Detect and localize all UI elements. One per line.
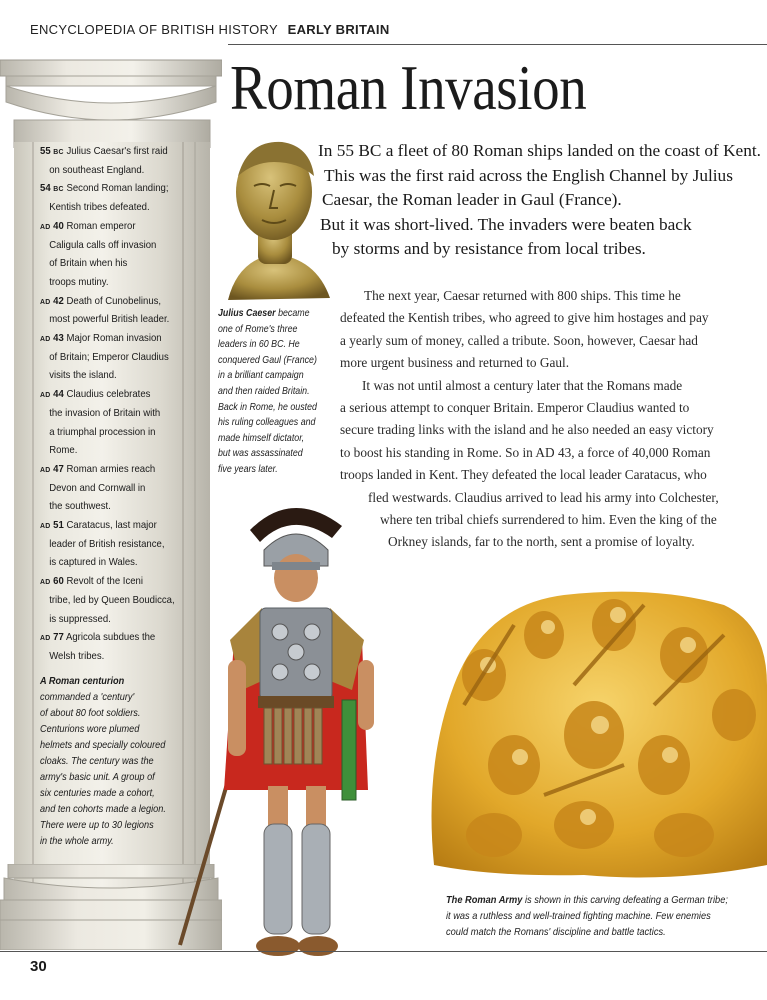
roman-army-carving-image	[424, 565, 767, 883]
section-title: EARLY BRITAIN	[287, 22, 390, 37]
intro-paragraph: In 55 BC a fleet of 80 Roman ships landed on the coast of Kent. This was the first raid across the English Channel by Julius Caesar, the Roman leader in Gaul (France). But it was short-lived. The invaders were beaten back by storms and by resistance from local tribes.	[318, 141, 761, 258]
column-capital	[0, 58, 222, 148]
header-rule	[228, 44, 767, 45]
timeline-entry: AD 47 Roman armies reach Devon and Cornwall in the southwest.	[40, 463, 156, 513]
body-text: The next year, Caesar returned with 800 ships. This time he defeated the Kentish tribes, who agreed to give him hostages and pay a yearly sum of money, called a tribute. Soon, however, Caesar had more urgent business and returned to Gaul. It was not until almost a century later that the Romans made a serious attempt to conquer Britain. Emperor Claudius wanted to secure trading links with the island and he also needed an easy victory to boost his standing in Rome. So in AD 43, a force of 40,000 Roman troops landed in Kent. They defeated the local leader Caratacus, who fled westwards. Claudius arrived to lead his army into Colchester, where ten tribal chiefs surrendered to him. Even the king of the Orkney islands, far to the north, sent a promise of loyalty.	[340, 288, 719, 550]
book-title: ENCYCLOPEDIA OF BRITISH HISTORY	[30, 22, 278, 37]
page-title: Roman Invasion	[230, 52, 587, 123]
timeline-entry: AD 60 Revolt of the Iceni tribe, led by Queen Boudicca, is suppressed.	[40, 576, 175, 625]
page-number: 30	[30, 958, 47, 975]
centurion-caption: A Roman centurion commanded a 'century' of about 80 foot soldiers. Centurions wore plumed helmets and specially coloured cloaks. The century was the army's basic unit. A group of six centuries made a cohort, and ten cohorts made a legion. There were up to 30 legions in the whole army.	[40, 676, 166, 847]
timeline	[40, 143, 178, 667]
running-header	[30, 22, 390, 37]
timeline-entry: 55 BC Julius Caesar's first raid on southeast England.	[40, 146, 168, 176]
timeline-entry: AD 40 Roman emperor Caligula calls off invasion of Britain when his troops mutiny.	[40, 220, 157, 288]
timeline-entry: AD 44 Claudius celebrates the invasion of Britain with a triumphal procession in Rome.	[40, 389, 161, 457]
timeline-entry: AD 51 Caratacus, last major leader of British resistance, is captured in Wales.	[40, 520, 165, 569]
footer-rule	[0, 951, 767, 952]
caesar-bust-image	[218, 132, 333, 300]
caesar-caption: Julius Caeser became one of Rome's three leaders in 60 BC. He conquered Gaul (France) in a brilliant campaign and then raided Britain. Back in Rome, he ousted his ruling colleagues and made himself dictator, but was assassinated five years later.	[218, 308, 317, 475]
timeline-entry: AD 77 Agricola subdues the Welsh tribes.	[40, 632, 156, 662]
roman-centurion-illustration	[172, 490, 412, 970]
roman-army-caption: The Roman Army is shown in this carving defeating a German tribe; it was a ruthless and well-trained fighting machine. Few enemies could match the Romans' discipline and battle tactics.	[446, 895, 728, 938]
timeline-entry: 54 BC Second Roman landing; Kentish tribes defeated.	[40, 183, 169, 214]
timeline-entry: AD 43 Major Roman invasion of Britain; Emperor Claudius visits the island.	[40, 333, 169, 382]
timeline-entry: AD 42 Death of Cunobelinus, most powerful British leader.	[40, 295, 170, 326]
